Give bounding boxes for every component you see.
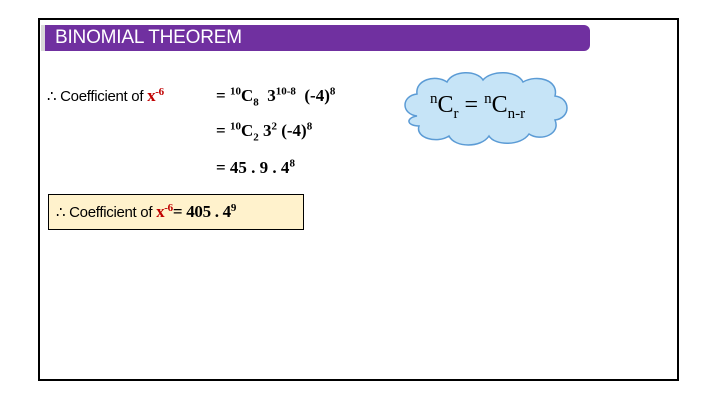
step-line-3: = 45 . 9 . $4^8$ xyxy=(216,157,295,177)
variable-x: x xyxy=(156,202,165,221)
therefore-symbol: ∴ xyxy=(56,204,66,221)
result-value: = 405 . 4 xyxy=(172,202,231,221)
step-line-1: = $^{10}C_8$ 3$^{10-8}$ $(-4)^8$ xyxy=(216,85,336,109)
slide-title: BINOMIAL THEOREM xyxy=(55,27,242,48)
variable-exponent: -6 xyxy=(164,202,173,214)
coefficient-label xyxy=(47,86,164,106)
step-line-2: = $^{10}C_2$ $3^2$ $(-4)^8$ xyxy=(216,120,313,144)
result-exponent: 9 xyxy=(230,202,237,214)
variable-x: x xyxy=(147,86,156,105)
variable-exponent: -6 xyxy=(155,86,164,98)
coefficient-text: Coefficient of xyxy=(60,88,148,105)
formula-ncr: $^nC_r = ^nC_{n-r}$ xyxy=(430,91,526,122)
therefore-symbol: ∴ xyxy=(47,88,57,105)
result-line: ∴ Coefficient of $x^{-6}= 405$ . $4^9$ xyxy=(56,202,237,221)
